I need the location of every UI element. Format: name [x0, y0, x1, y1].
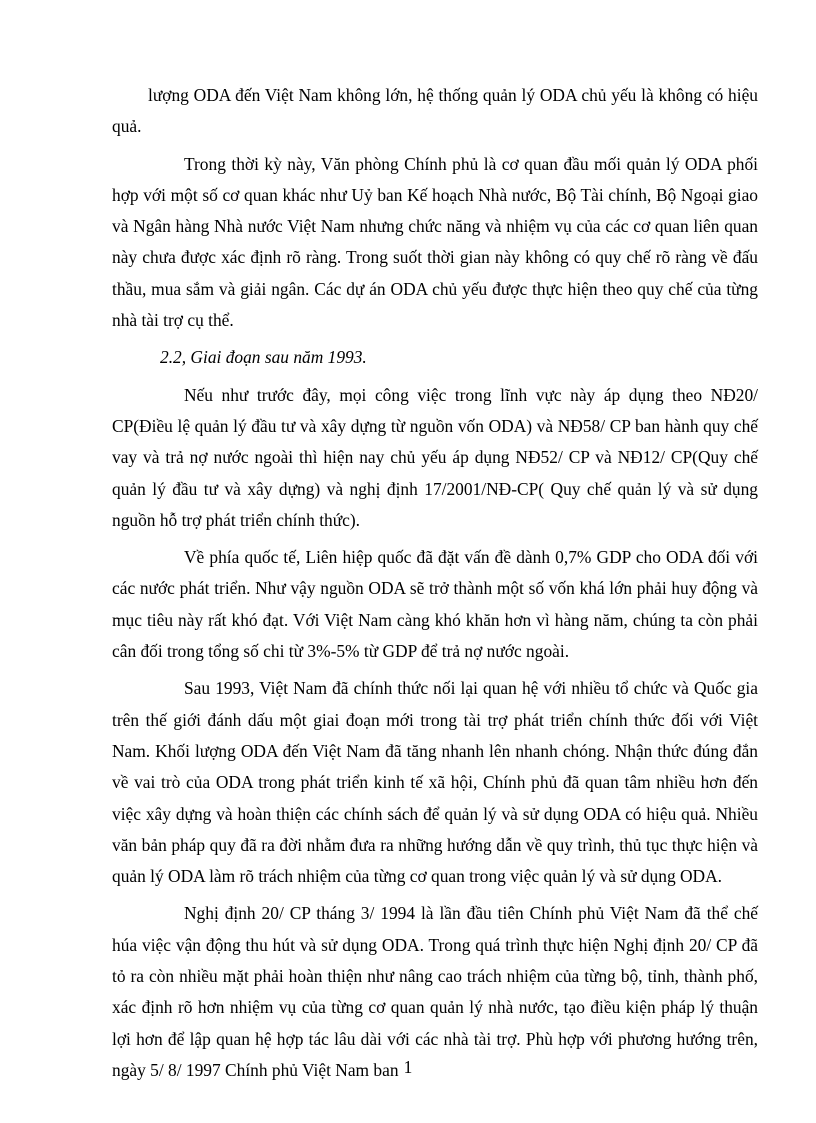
- paragraph-decree-20: Nghị định 20/ CP tháng 3/ 1994 là lần đầu tiên Chính phủ Việt Nam đã thể chế húa việc vận động thu hút và sử dụng ODA. Trong quá trình thực hiện Nghị định 20/ CP đã tỏ ra còn nhiều mặt phải hoàn thiện như nâng cao trách nhiệm của từng bộ, tỉnh, thành phố, xác định rõ hơn nhiệm vụ của từng cơ quan quản lý nhà nước, tạo điều kiện pháp lý thuận lợi hơn để lập quan hệ hợp tác lâu dài với các nhà tài trợ. Phù hợp với phương hướng trên, ngày 5/ 8/ 1997 Chính phủ Việt Nam ban: [112, 903, 758, 1080]
- body-text: [112, 80, 758, 1092]
- paragraph-oda-coordination: Trong thời kỳ này, Văn phòng Chính phủ là cơ quan đầu mối quản lý ODA phối hợp với một số cơ quan khác như Uỷ ban Kế hoạch Nhà nước, Bộ Tài chính, Bộ Ngoại giao và Ngân hàng Nhà nước Việt Nam nhưng chức năng và nhiệm vụ của các cơ quan liên quan này chưa được xác định rõ ràng. Trong suốt thời gian này không có quy chế rõ ràng về đấu thầu, mua sắm và giải ngân. Các dự án ODA chủ yếu được thực hiện theo quy chế của từng nhà tài trợ cụ thể.: [112, 153, 758, 331]
- page-number: 1: [403, 1057, 413, 1077]
- paragraph-decrees: Nếu như trước đây, mọi công việc trong lĩnh vực này áp dụng theo NĐ20/ CP(Điều lệ quản lý đầu tư và xây dựng từ nguồn vốn ODA) và NĐ58/ CP ban hành quy chế vay và trả nợ nước ngoài thì hiện nay chủ yếu áp dụng NĐ52/ CP và NĐ12/ CP(Quy chế quản lý đầu tư và xây dựng) và nghị định 17/2001/NĐ-CP( Quy chế quản lý và sử dụng nguồn hỗ trợ phát triển chính thức).: [112, 384, 758, 530]
- paragraph-after-1993: Sau 1993, Việt Nam đã chính thức nối lại quan hệ với nhiều tổ chức và Quốc gia trên thế giới đánh dấu một giai đoạn mới trong tài trợ phát triển chính thức đối với Việt Nam. Khối lượng ODA đến Việt Nam đã tăng nhanh lên nhanh chóng. Nhận thức đúng đắn về vai trò của ODA trong phát triển kinh tế xã hội, Chính phủ đã quan tâm nhiều hơn đến việc xây dựng và hoàn thiện các chính sách để quản lý và sử dụng ODA có hiệu quả. Nhiều văn bản pháp quy đã ra đời nhằm đưa ra những hướng dẫn về quy trình, thủ tục thực hiện và quản lý ODA làm rõ trách nhiệm của từng cơ quan trong việc quản lý và sử dụng ODA.: [112, 678, 758, 887]
- paragraph-continuation: lượng ODA đến Việt Nam không lớn, hệ thống quản lý ODA chủ yếu là không có hiệu quả.: [112, 85, 758, 137]
- section-heading: 2.2, Giai đoạn sau năm 1993.: [160, 347, 367, 368]
- paragraph-international: Về phía quốc tế, Liên hiệp quốc đã đặt vấn đề dành 0,7% GDP cho ODA đối với các nước phát triển. Như vậy nguồn ODA sẽ trở thành một số vốn khá lớn phải huy động và mục tiêu này rất khó đạt. Với Việt Nam càng khó khăn hơn vì hàng năm, chúng ta còn phải cân đối trong tổng số chi từ 3%-5% từ GDP để trả nợ nước ngoài.: [112, 547, 758, 662]
